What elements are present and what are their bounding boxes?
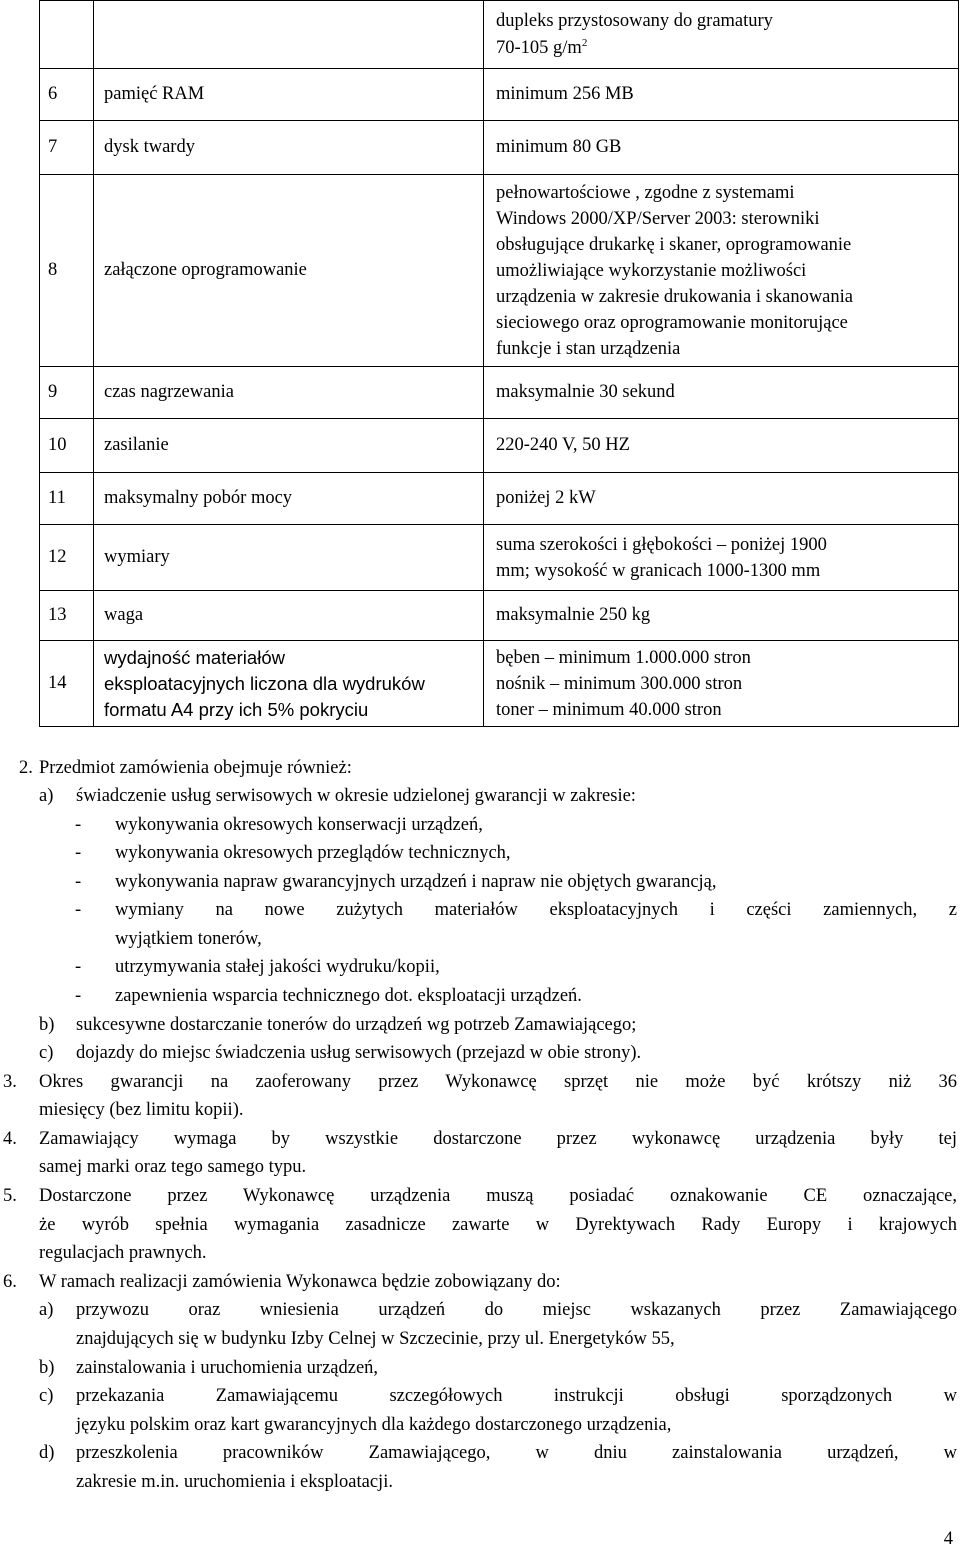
paragraph-line: zakresie m.in. uruchomienia i eksploatacji. — [76, 1472, 393, 1492]
paragraph-line: Dostarczone przez Wykonawcę urządzenia muszą posiadać oznakowanie CE oznaczające, — [39, 1186, 957, 1206]
row-name: zasilanie — [94, 419, 484, 473]
row-number: 6 — [40, 69, 94, 121]
row-name: maksymalny pobór mocy — [94, 473, 484, 525]
value-line: urządzenia w zakresie drukowania i skanowania — [496, 286, 853, 307]
row-name: wymiary — [94, 525, 484, 591]
row-value: 220-240 V, 50 HZ — [484, 419, 959, 473]
row-value — [484, 1, 959, 69]
row-name: czas nagrzewania — [94, 367, 484, 419]
value-line: bęben – minimum 1.000.000 stron — [496, 647, 751, 668]
value-line: umożliwiające wykorzystanie możliwości — [496, 260, 807, 281]
table-row — [40, 175, 959, 367]
row-number — [40, 1, 94, 69]
item-number: 6. — [3, 1272, 17, 1292]
row-number: 7 — [40, 121, 94, 175]
dash-bullet: - — [75, 957, 82, 977]
paragraph-line: że wyrób spełnia wymagania zasadnicze zawarte w Dyrektywach Rady Europy i krajowych — [39, 1215, 957, 1235]
value-line: suma szerokości i głębokości – poniżej 1900 — [496, 534, 827, 555]
dash-bullet: - — [75, 815, 82, 835]
item-number: 2. — [19, 758, 33, 778]
row-name — [94, 1, 484, 69]
paragraph-line: utrzymywania stałej jakości wydruku/kopii, — [115, 957, 440, 977]
value-line — [496, 35, 952, 62]
row-value: maksymalnie 250 kg — [484, 591, 959, 641]
row-number: 13 — [40, 591, 94, 641]
table-row — [40, 473, 959, 525]
value-line: pełnowartościowe , zgodne z systemami — [496, 182, 795, 203]
paragraph-line: języku polskim oraz kart gwarancyjnych dla każdego dostarczonego urządzenia, — [76, 1415, 672, 1435]
item-number: 3. — [3, 1072, 17, 1092]
row-name — [94, 641, 484, 727]
table-row — [40, 367, 959, 419]
row-name: pamięć RAM — [94, 69, 484, 121]
row-number: 14 — [40, 641, 94, 727]
item-letter: c) — [39, 1043, 54, 1063]
row-number: 9 — [40, 367, 94, 419]
value-line: Windows 2000/XP/Server 2003: sterowniki — [496, 208, 820, 229]
item-number: 5. — [3, 1186, 17, 1206]
table-row — [40, 1, 959, 69]
specification-table — [39, 0, 959, 727]
value-line: dupleks przystosowany do gramatury — [496, 11, 773, 31]
row-number: 8 — [40, 175, 94, 367]
table-row — [40, 525, 959, 591]
name-line: wydajność materiałów — [104, 646, 285, 668]
paragraph-line: samej marki oraz tego samego typu. — [39, 1157, 307, 1177]
item-letter: d) — [39, 1443, 55, 1463]
value-line: nośnik – minimum 300.000 stron — [496, 673, 743, 694]
paragraph-line: wymiany na nowe zużytych materiałów eksploatacyjnych i części zamiennych, z — [115, 900, 957, 920]
row-value — [484, 525, 959, 591]
item-letter: a) — [39, 1300, 54, 1320]
value-line: toner – minimum 40.000 stron — [496, 699, 722, 720]
paragraph-line: wyjątkiem tonerów, — [115, 929, 262, 949]
item-letter: a) — [39, 786, 54, 806]
row-number: 12 — [40, 525, 94, 591]
value-text: 70-105 g/m — [496, 37, 582, 58]
row-value — [484, 175, 959, 367]
value-line: mm; wysokość w granicach 1000-1300 mm — [496, 560, 821, 581]
value-line: funkcje i stan urządzenia — [496, 338, 681, 359]
name-line: eksploatacyjnych liczona dla wydruków — [104, 672, 425, 694]
item-letter: c) — [39, 1386, 54, 1406]
table-row — [40, 641, 959, 727]
paragraph-line: znajdujących się w budynku Izby Celnej w Szczecinie, przy ul. Energetyków 55, — [76, 1329, 675, 1349]
table-row — [40, 591, 959, 641]
row-name: dysk twardy — [94, 121, 484, 175]
row-value: maksymalnie 30 sekund — [484, 367, 959, 419]
page-number: 4 — [943, 1529, 953, 1549]
paragraph-line: miesięcy (bez limitu kopii). — [39, 1100, 244, 1120]
paragraph-line: zainstalowania i uruchomienia urządzeń, — [76, 1358, 379, 1378]
row-number: 11 — [40, 473, 94, 525]
paragraph-line: wykonywania okresowych przeglądów technicznych, — [115, 843, 511, 863]
table-row — [40, 419, 959, 473]
paragraph-line: Przedmiot zamówienia obejmuje również: — [39, 758, 352, 778]
paragraph-line: W ramach realizacji zamówienia Wykonawca będzie zobowiązany do: — [39, 1272, 561, 1292]
paragraph-line: dojazdy do miejsc świadczenia usług serwisowych (przejazd w obie strony). — [76, 1043, 642, 1063]
paragraph-line: przywozu oraz wniesienia urządzeń do miejsc wskazanych przez Zamawiającego — [76, 1300, 957, 1320]
paragraph-line: zapewnienia wsparcia technicznego dot. eksploatacji urządzeń. — [115, 986, 582, 1006]
row-value — [484, 641, 959, 727]
paragraph-line: sukcesywne dostarczanie tonerów do urządzeń wg potrzeb Zamawiającego; — [76, 1015, 637, 1035]
table-row — [40, 69, 959, 121]
paragraph-line: przekazania Zamawiającemu szczegółowych instrukcji obsługi sporządzonych w — [76, 1386, 957, 1406]
dash-bullet: - — [75, 986, 82, 1006]
item-letter: b) — [39, 1015, 55, 1035]
row-value: minimum 256 MB — [484, 69, 959, 121]
row-name: waga — [94, 591, 484, 641]
paragraph-line: świadczenie usług serwisowych w okresie udzielonej gwarancji w zakresie: — [76, 786, 636, 806]
value-line: obsługujące drukarkę i skaner, oprogramowanie — [496, 234, 852, 255]
row-number: 10 — [40, 419, 94, 473]
dash-bullet: - — [75, 843, 82, 863]
row-value: poniżej 2 kW — [484, 473, 959, 525]
row-name: załączone oprogramowanie — [94, 175, 484, 367]
table-row — [40, 121, 959, 175]
paragraph-line: regulacjach prawnych. — [39, 1243, 207, 1263]
row-value: minimum 80 GB — [484, 121, 959, 175]
paragraph-line: wykonywania okresowych konserwacji urządzeń, — [115, 815, 483, 835]
paragraph-line: przeszkolenia pracowników Zamawiającego, w dniu zainstalowania urządzeń, w — [76, 1443, 957, 1463]
item-number: 4. — [3, 1129, 17, 1149]
item-letter: b) — [39, 1358, 55, 1378]
superscript: 2 — [581, 36, 588, 49]
paragraph-line: Zamawiający wymaga by wszystkie dostarczone przez wykonawcę urządzenia były tej — [39, 1129, 957, 1149]
paragraph-line: Okres gwarancji na zaoferowany przez Wykonawcę sprzęt nie może być krótszy niż 36 — [39, 1072, 957, 1092]
dash-bullet: - — [75, 900, 82, 920]
value-line: sieciowego oraz oprogramowanie monitorujące — [496, 312, 848, 333]
name-line: formatu A4 przy ich 5% pokryciu — [104, 698, 369, 720]
dash-bullet: - — [75, 872, 82, 892]
paragraph-line: wykonywania napraw gwarancyjnych urządzeń i napraw nie objętych gwarancją, — [115, 872, 717, 892]
